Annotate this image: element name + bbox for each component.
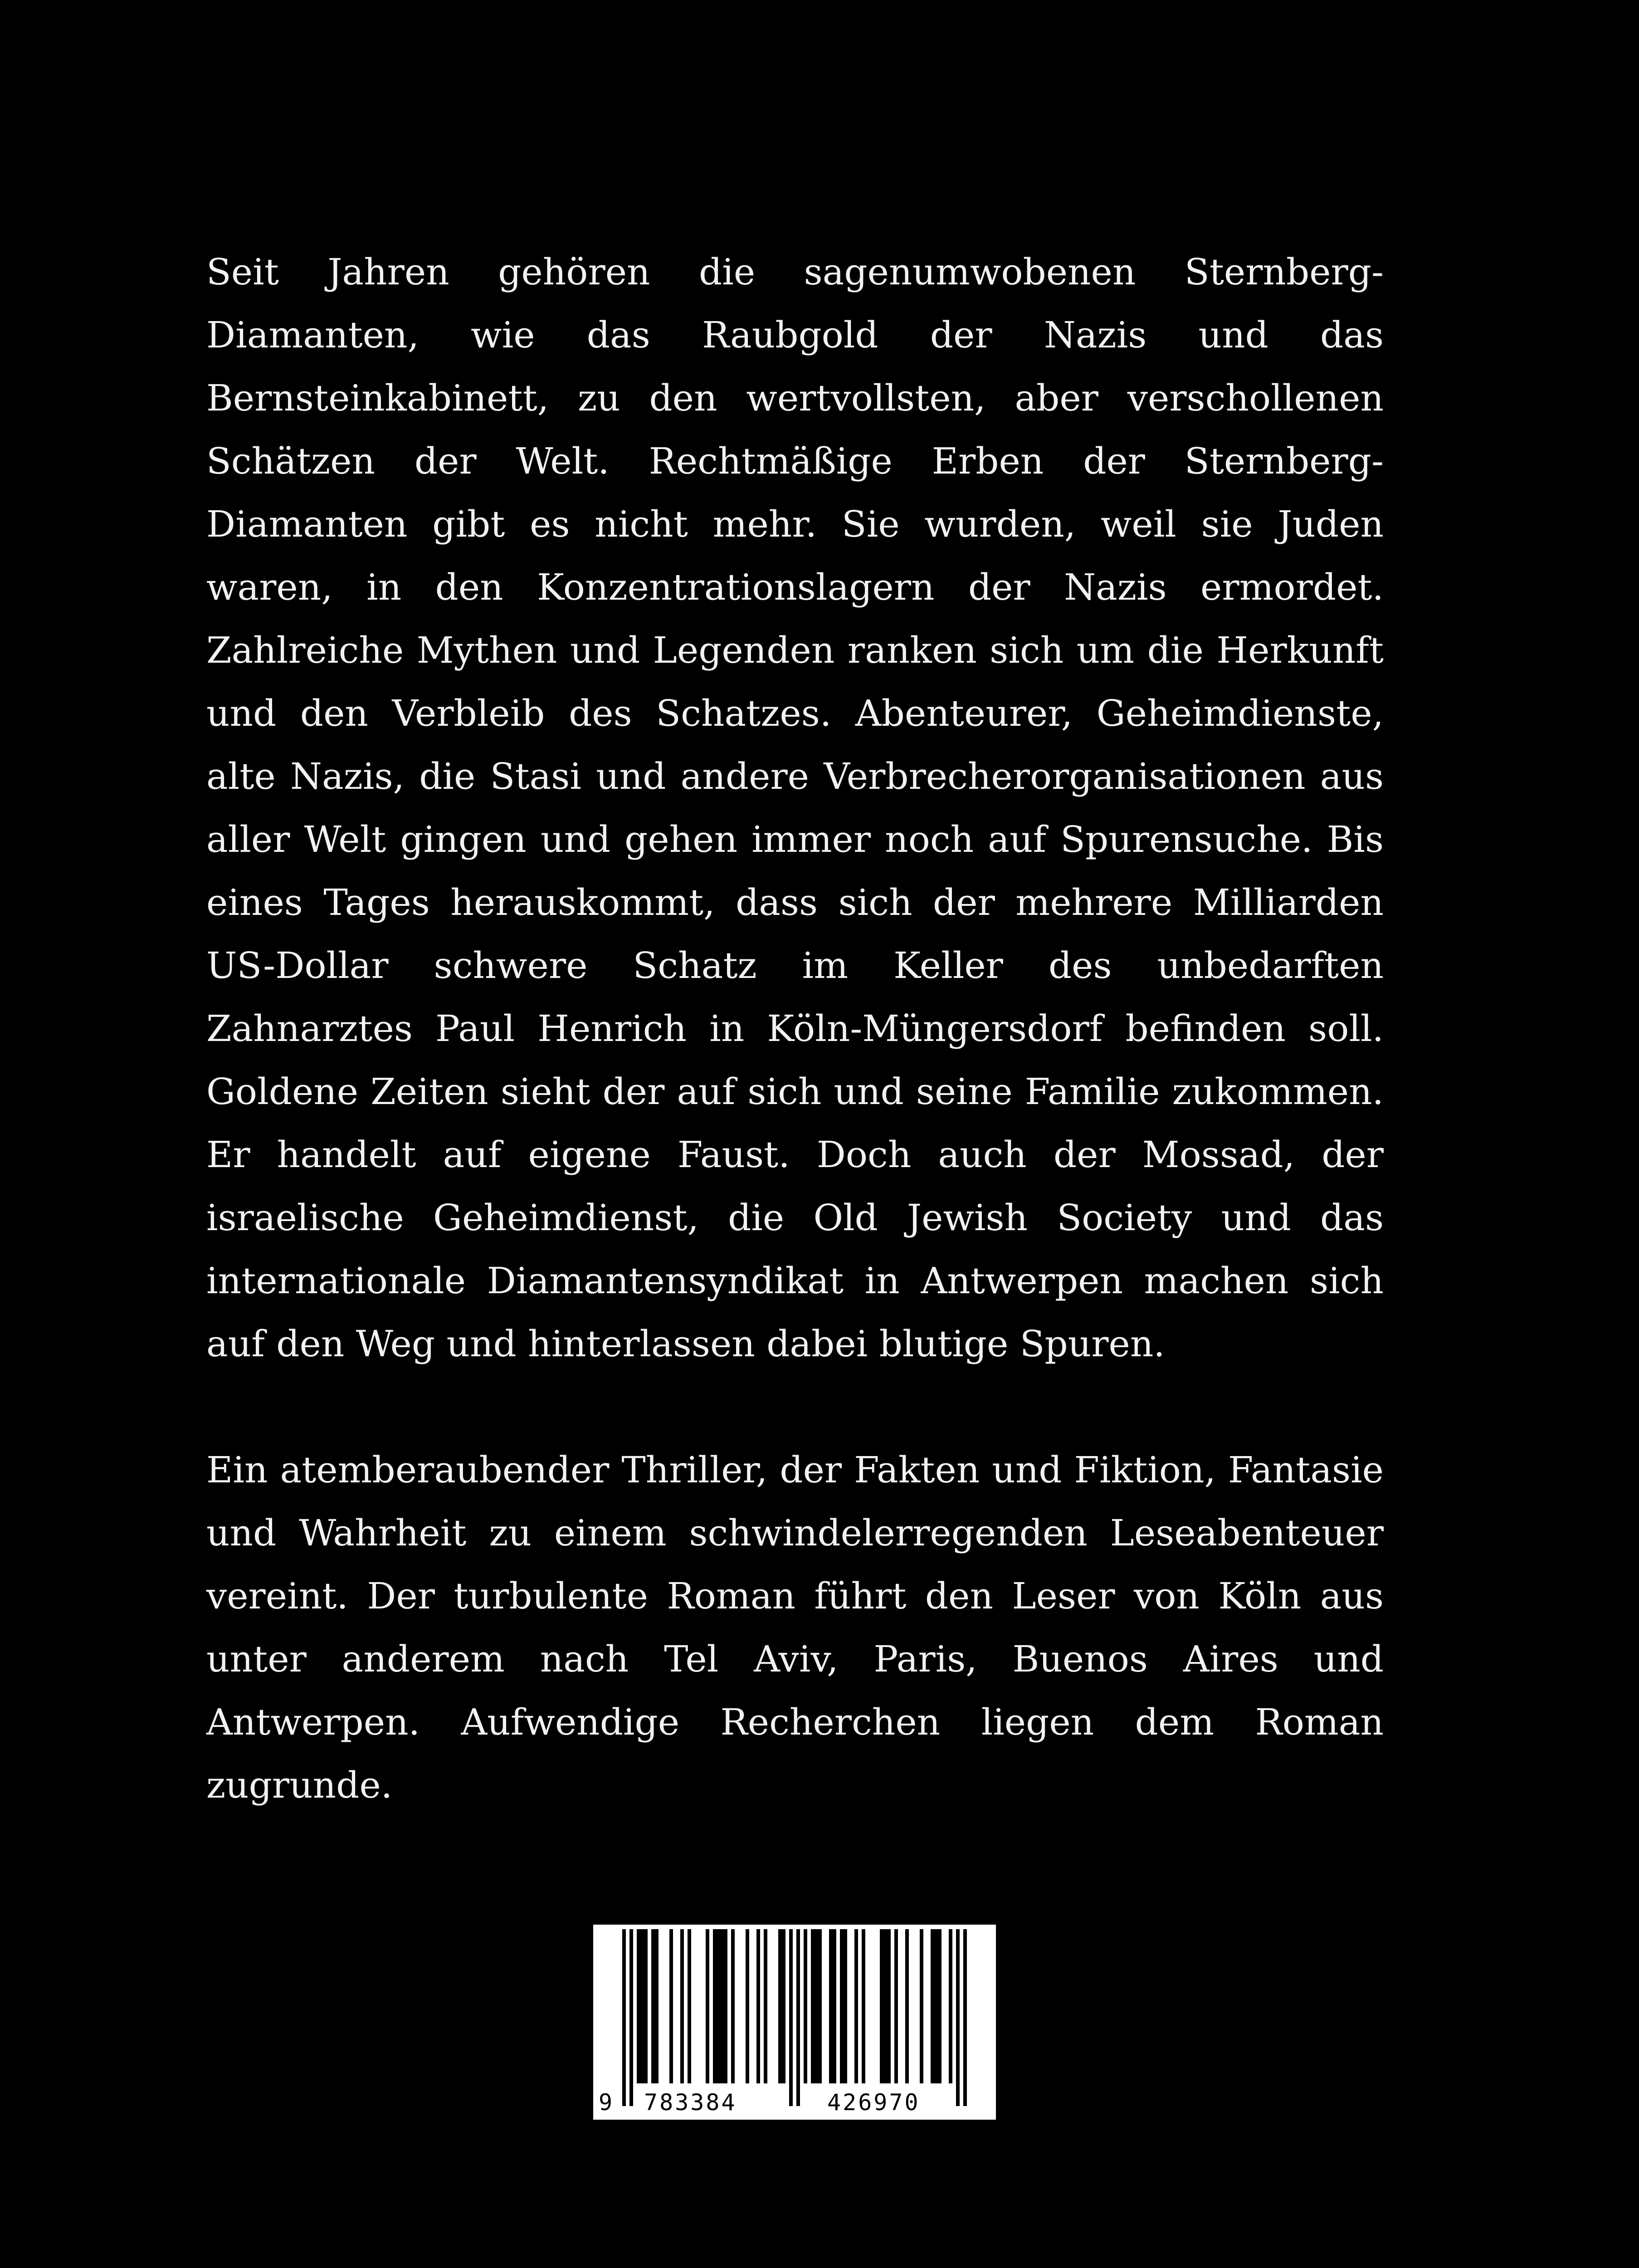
barcode-bar-1 [629, 1929, 633, 2106]
barcode-bar-37 [905, 1929, 909, 2083]
barcode-left-digits: 783384 [642, 2088, 739, 2117]
barcode-bar-19 [778, 1929, 782, 2083]
barcode-bar-28 [833, 1929, 836, 2083]
barcode-bar-22 [796, 1929, 800, 2106]
barcode-bar-40 [934, 1929, 938, 2083]
barcode-bar-5 [651, 1929, 655, 2083]
barcode-bar-32 [862, 1929, 865, 2083]
isbn-barcode [593, 1925, 996, 2120]
barcode-bar-13 [720, 1929, 724, 2083]
barcode-bar-42 [949, 1929, 952, 2083]
blurb-text [206, 240, 1384, 1817]
barcode-right-digits: 426970 [825, 2088, 922, 2117]
barcode-bar-9 [688, 1929, 691, 2083]
barcode-bar-7 [669, 1929, 673, 2083]
barcode-bar-0 [622, 1929, 626, 2106]
barcode-bar-35 [887, 1929, 891, 2083]
barcode-bar-15 [731, 1929, 735, 2083]
barcode-bar-36 [894, 1929, 898, 2083]
barcode-bar-23 [804, 1929, 807, 2083]
barcode-bar-3 [640, 1929, 644, 2083]
barcode-bar-31 [854, 1929, 858, 2083]
barcode-bar-17 [756, 1929, 760, 2083]
barcode-bar-34 [883, 1929, 887, 2083]
barcode-bar-24 [811, 1929, 815, 2083]
barcode-first-digit: 9 [597, 2088, 616, 2117]
barcode-bar-11 [713, 1929, 717, 2083]
barcode-bar-39 [931, 1929, 934, 2083]
barcode-bar-14 [724, 1929, 727, 2083]
barcode-bar-18 [764, 1929, 767, 2083]
barcode-bar-33 [880, 1929, 883, 2083]
barcode-bar-44 [963, 1929, 967, 2106]
barcode-bar-26 [818, 1929, 822, 2083]
barcode-bar-41 [938, 1929, 941, 2083]
barcode-bar-29 [840, 1929, 844, 2083]
barcode-bar-16 [746, 1929, 749, 2083]
barcode-bar-10 [706, 1929, 709, 2083]
barcode-bar-8 [680, 1929, 684, 2083]
barcode-bar-20 [782, 1929, 785, 2083]
barcode-bar-6 [655, 1929, 659, 2083]
barcode-bar-4 [644, 1929, 648, 2083]
blurb-paragraph-2: Ein atemberaubender Thriller, der Fakten und Fiktion, Fantasie und Wahrheit zu einem schwindelerregenden Leseabenteuer vereint. Der turbulente Roman führt den Leser von Köln aus unter anderem nach Tel Aviv, Paris, Buenos Aires und Antwerpen. Aufwendige Recherchen liegen dem Roman zugrunde. [206, 1449, 1384, 1806]
barcode-bar-43 [956, 1929, 960, 2106]
barcode-bar-38 [920, 1929, 923, 2083]
barcode-bar-30 [844, 1929, 847, 2083]
barcode-bar-25 [815, 1929, 818, 2083]
barcode-bar-21 [789, 1929, 793, 2106]
barcode-bar-27 [829, 1929, 833, 2083]
barcode-bar-12 [717, 1929, 720, 2083]
barcode-bar-2 [637, 1929, 640, 2083]
blurb-paragraph-1: Seit Jahren gehören die sagenumwobenen Sternberg-Diamanten, wie das Raubgold der Nazis und das Bernsteinkabinett, zu den wertvollsten, aber verschollenen Schätzen der Welt. Rechtmäßige Erben der Sternberg-Diamanten gibt es nicht mehr. Sie wurden, weil sie Juden waren, in den Konzentrationslagern der Nazis ermordet. Zahlreiche Mythen und Legenden ranken sich um die Herkunft und den Verbleib des Schatzes. Abenteurer, Geheimdienste, alte Nazis, die Stasi und andere Verbrecherorganisationen aus aller Welt gingen und gehen immer noch auf Spurensuche. Bis eines Tages herauskommt, dass sich der mehrere Milliarden US-Dollar schwere Schatz im Keller des unbedarften Zahnarztes Paul Henrich in Köln-Müngersdorf befinden soll. Goldene Zeiten sieht der auf sich und seine Familie zukommen. Er handelt auf eigene Faust. Doch auch der Mossad, der israelische Geheimdienst, die Old Jewish Society und das internationale Diamantensyndikat in Antwerpen machen sich auf den Weg und hinterlassen dabei blutige Spuren. [206, 251, 1384, 1365]
